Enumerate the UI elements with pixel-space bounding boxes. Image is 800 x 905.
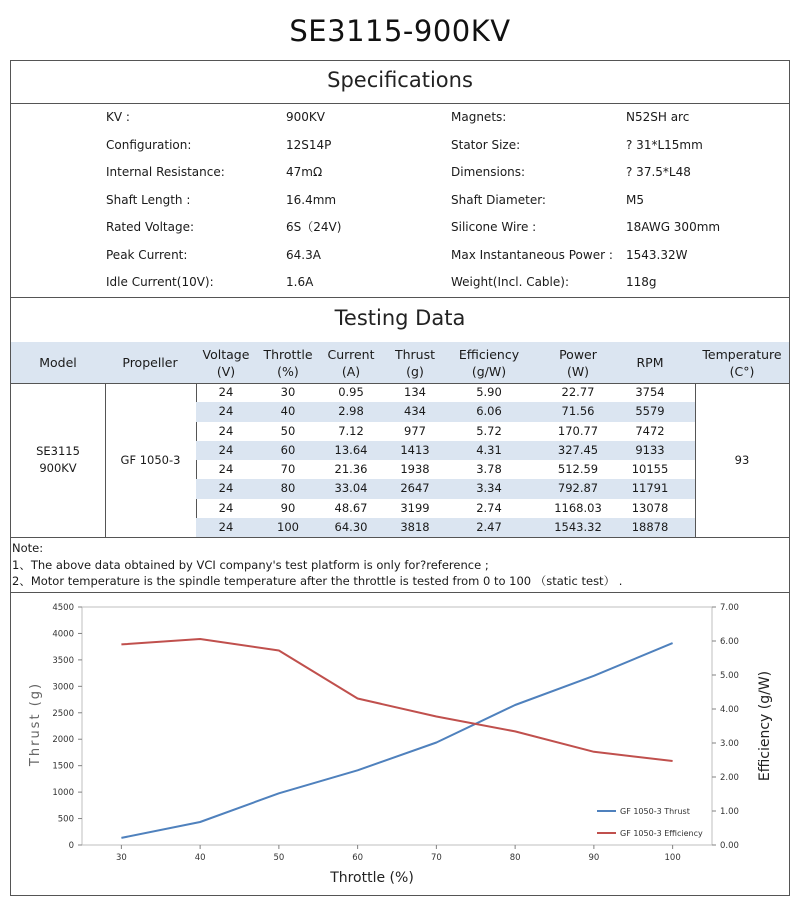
table-cell: 3818 [400,519,430,534]
x-tick-label: 40 [194,853,206,863]
table-cell: 3199 [400,500,430,515]
table-cell: 11791 [631,481,669,496]
table-cell: 30 [280,385,296,399]
spec-label: Idle Current(10V): [106,275,214,289]
table-cell: 2.98 [338,404,364,419]
spec-value: 118g [626,275,657,289]
table-cell: 2.74 [476,500,502,515]
spec-label: Max Instantaneous Power : [451,248,613,262]
table-cell: 5.90 [476,385,502,399]
table-cell: 977 [404,423,426,438]
spec-value: 18AWG 300mm [626,220,721,234]
table-cell: 71.56 [561,404,595,419]
x-tick-label: 80 [509,853,521,863]
y-left-tick-label: 1000 [52,788,74,799]
note-line-1: 1、The above data obtained by VCI company's test platform is only for?reference ; [12,558,489,572]
table-cell: 7472 [635,423,665,438]
column-header-label: Throttle [263,346,313,362]
table-cell: 50 [280,423,296,438]
table-cell: 3.78 [476,462,502,476]
legend-label: GF 1050-3 Thrust [620,807,690,816]
table-cell: 24 [218,500,234,515]
table-cell: 48.67 [334,500,368,515]
spec-label: Rated Voltage: [106,220,195,234]
column-header-unit: (g/W) [471,363,507,379]
y-right-tick-label: 0.00 [720,841,739,851]
spec-label: Configuration: [106,138,192,152]
table-cell: 2647 [400,481,430,496]
y-left-tick-label: 1500 [52,761,74,772]
table-cell: 10155 [631,462,669,476]
legend-label: GF 1050-3 Efficiency [620,829,703,838]
spec-value: 47mΩ [286,165,323,179]
column-header-unit: (%) [277,363,299,379]
column-header-label: RPM [636,355,664,370]
column-header-unit: (V) [216,363,236,379]
spec-value: 1.6A [286,275,314,289]
table-cell: 5.72 [476,423,502,438]
table-cell: 64.30 [334,519,368,534]
spec-label: KV : [106,110,130,124]
table-cell: 9133 [635,442,665,457]
column-header-unit: (C°) [729,363,755,379]
spec-label: Shaft Length : [106,193,191,207]
x-tick-label: 90 [588,853,600,863]
temperature-value: 93 [734,452,750,467]
y-left-tick-label: 3500 [52,655,74,666]
table-cell: 170.77 [557,423,599,438]
table-cell: 21.36 [334,462,368,476]
table-cell: 1938 [400,462,430,476]
spec-value: 6S（24V) [286,220,342,234]
spec-label: Peak Current: [106,248,188,262]
y-right-tick-label: 5.00 [720,671,739,681]
column-header-unit: (W) [566,363,590,379]
x-tick-label: 50 [273,853,285,863]
note-heading: Note: [12,541,44,555]
table-cell: 24 [218,404,234,419]
table-cell: 40 [280,404,296,419]
table-cell: 18878 [631,519,669,534]
spec-label: Magnets: [451,110,507,124]
y-left-tick-label: 0 [68,841,74,851]
page-title: SE3115-900KV [289,14,511,48]
table-cell: 5579 [635,404,665,419]
column-header-label: Power [559,346,597,362]
table-cell: 24 [218,481,234,496]
model-name: SE3115 [36,444,80,458]
x-tick-label: 60 [352,853,364,863]
y-left-axis-label: Thrust (g) [28,681,43,767]
spec-value: N52SH arc [626,110,690,124]
spec-value: 1543.32W [626,248,688,262]
column-header-unit: (g) [406,363,424,379]
plot-area [82,607,712,845]
spec-label: Shaft Diameter: [451,193,546,207]
table-cell: 3754 [635,385,665,399]
table-cell: 24 [218,519,234,534]
y-right-tick-label: 3.00 [720,739,739,749]
table-cell: 1543.32 [554,519,602,534]
y-right-axis-label: Efficiency (g/W) [757,670,773,782]
column-header-label: Propeller [122,355,178,370]
series-line-thrust [121,643,672,838]
table-cell: 4.31 [476,442,502,457]
spec-value: ? 31*L15mm [626,138,703,152]
x-tick-label: 30 [115,853,127,863]
column-header-label: Efficiency [458,346,520,362]
table-cell: 434 [404,404,426,419]
table-cell: 2.47 [476,519,502,534]
specifications-heading: Specifications [327,68,473,92]
table-cell: 134 [404,385,426,399]
column-header-label: Voltage [202,346,250,362]
spec-label: Dimensions: [451,165,526,179]
table-cell: 24 [218,462,234,476]
table-cell: 512.59 [557,462,599,476]
table-cell: 6.06 [476,404,502,419]
x-tick-label: 100 [664,853,681,863]
table-cell: 100 [277,519,299,534]
y-left-tick-label: 2500 [52,708,74,719]
y-left-tick-label: 500 [57,814,74,825]
table-cell: 70 [280,462,296,476]
spec-label: Stator Size: [451,138,521,152]
table-cell: 24 [218,423,234,438]
table-cell: 13.64 [334,442,368,457]
y-right-tick-label: 1.00 [720,807,739,817]
table-cell: 22.77 [561,385,595,399]
table-cell: 3.34 [476,481,502,496]
table-cell: 24 [218,442,234,457]
table-cell: 24 [218,385,234,399]
spec-label: Silicone Wire : [451,220,537,234]
table-cell: 33.04 [334,481,368,496]
y-right-tick-label: 4.00 [720,705,739,715]
column-header-label: Current [327,346,375,362]
y-left-tick-label: 4000 [52,629,74,640]
y-right-tick-label: 2.00 [720,773,739,783]
column-header-label: Temperature [702,346,782,362]
x-axis-label: Throttle (%) [330,870,414,886]
table-cell: 327.45 [557,442,599,457]
spec-value: 64.3A [286,248,321,262]
table-cell: 7.12 [338,423,364,438]
spec-value: ? 37.5*L48 [626,165,691,179]
y-right-tick-label: 7.00 [720,603,739,613]
column-header-label: Model [39,355,77,370]
spec-label: Internal Resistance: [106,165,225,179]
table-cell: 1413 [400,442,430,457]
spec-value: 12S14P [286,138,332,152]
table-cell: 0.95 [338,385,364,399]
column-header-label: Thrust [394,346,436,362]
y-left-tick-label: 4500 [52,603,74,613]
testing-data-heading: Testing Data [334,306,466,330]
table-cell: 90 [280,500,296,515]
table-cell: 792.87 [557,481,599,496]
spec-value: 16.4mm [286,193,337,207]
table-cell: 80 [280,481,296,496]
table-cell: 60 [280,442,296,457]
series-line-efficiency [121,639,672,761]
spec-value: 900KV [286,110,325,124]
table-cell: 13078 [631,500,669,515]
column-header-unit: (A) [341,363,361,379]
model-kv: 900KV [39,461,77,475]
spec-label: Weight(Incl. Cable): [451,275,569,289]
spec-value: M5 [626,193,644,207]
y-right-tick-label: 6.00 [720,637,739,647]
y-left-tick-label: 2000 [52,735,74,746]
x-tick-label: 70 [430,853,442,863]
propeller-name: GF 1050-3 [120,452,181,467]
table-cell: 1168.03 [554,500,602,515]
note-line-2: 2、Motor temperature is the spindle temperature after the throttle is tested from 0 to 100 （static test） . [12,574,623,588]
y-left-tick-label: 3000 [52,682,74,693]
